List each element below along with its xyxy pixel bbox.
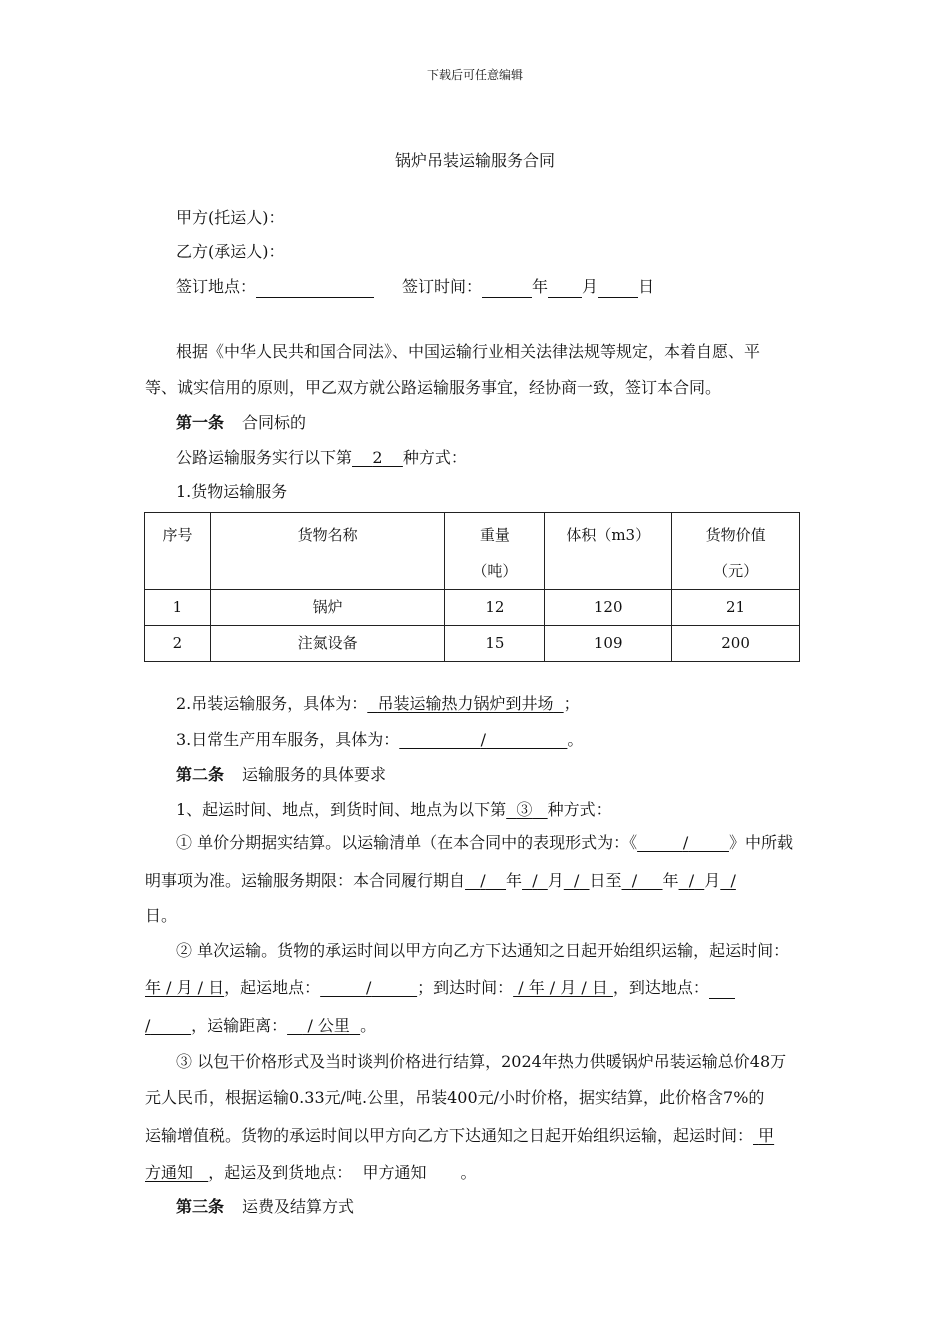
item-3-line: [176, 729, 583, 751]
day-label: 日: [638, 277, 655, 296]
start-day-blank: [564, 871, 590, 890]
option-2-line-2: [145, 977, 735, 999]
header-volume: 体积（m3）: [545, 513, 672, 590]
requirement-1-line: [176, 799, 612, 821]
option-3-time-text-start: 甲: [758, 1126, 775, 1145]
cell-value: 200: [672, 626, 800, 662]
option-3-text: 运输增值税。货物的承运时间以甲方向乙方下达通知之日起开始组织运输，起运时间：: [145, 1126, 754, 1145]
table-row: [145, 626, 800, 662]
period: 。: [460, 1163, 477, 1182]
article-3-label: 第三条: [176, 1197, 225, 1216]
party-b-label: 乙方(承运人)：: [176, 242, 285, 261]
arrive-place-blank: [709, 980, 735, 999]
slash: /: [631, 871, 638, 890]
arrive-place-value: [145, 1016, 191, 1035]
requirement-1-suffix: 种方式：: [547, 800, 612, 819]
article-1-title: 合同标的: [242, 413, 307, 432]
slash: /: [480, 871, 486, 890]
depart-time-value: 年 / 月 / 日: [145, 978, 225, 997]
article-2-label: 第二条: [176, 765, 225, 784]
option-3-line-2: 元人民币，根据运输0.33元/吨.公里，吊装400元/小时价格，据实结算，此价格含7%的: [145, 1088, 765, 1107]
mode-value: [352, 448, 403, 467]
option-3-line-1: ③ 以包干价格形式及当时谈判价格进行结算，2024年热力供暖锅炉吊装运输总价48万: [176, 1052, 787, 1071]
sign-month-blank: [548, 279, 582, 298]
cell-volume: 120: [545, 590, 672, 626]
arrive-time-label: ；到达时间：: [417, 978, 514, 997]
intro-line-2: 等、诚实信用的原则，甲乙双方就公路运输服务事宜，经协商一致，签订本合同。: [145, 378, 722, 397]
cell-weight: 12: [445, 590, 545, 626]
requirement-1-number: ③: [516, 800, 533, 819]
item-3-value: [399, 730, 567, 749]
arrive-time-value: / 年 / 月 / 日: [513, 978, 613, 997]
item-2-suffix: ；: [563, 694, 580, 713]
cell-value: 21: [672, 590, 800, 626]
year-label: 年: [506, 871, 523, 890]
article-1-heading: [176, 412, 306, 434]
option-3-time-value-start: [753, 1126, 774, 1145]
table-row: [145, 590, 800, 626]
item-2-text: 吊装运输热力锅炉到井场: [377, 694, 554, 713]
cell-name: 锅炉: [210, 590, 445, 626]
item-3-text: /: [480, 730, 487, 749]
article-3-heading: [176, 1196, 354, 1218]
sign-day-blank: [598, 279, 638, 298]
article-3-title: 运费及结算方式: [242, 1197, 355, 1216]
item-3-prefix: 3.日常生产用车服务，具体为：: [176, 730, 400, 749]
month-label: 月: [704, 871, 721, 890]
slash: /: [532, 871, 538, 890]
requirement-1-prefix: 1、起运时间、地点，到货时间、地点为以下第: [176, 800, 507, 819]
option-1-period-prefix: 明事项为准。运输服务期限：本合同履行期自: [145, 871, 466, 890]
article-1-label: 第一条: [176, 413, 225, 432]
header-note: 下载后可任意编辑: [426, 68, 523, 82]
table-header-row: [145, 513, 800, 590]
end-year-blank: [622, 871, 663, 890]
header-weight: [445, 513, 545, 590]
option-1-list-text: /: [682, 833, 689, 852]
cell-weight: 15: [445, 626, 545, 662]
option-3-place-value: 甲方通知: [362, 1163, 427, 1182]
sign-line: [176, 276, 654, 298]
item-2-line: [176, 693, 580, 715]
option-3-line-4: [145, 1162, 477, 1184]
distance-text: / 公里: [302, 1016, 350, 1035]
day-to-label: 日至: [589, 871, 622, 890]
year-label: 年: [662, 871, 679, 890]
item-1-goods-transport: 1.货物运输服务: [176, 482, 288, 501]
mode-line: [176, 447, 467, 469]
header-value: [672, 513, 800, 590]
slash: /: [573, 871, 580, 890]
end-day-blank: [720, 871, 736, 890]
option-1-text: ① 单价分期据实结算。以运输清单（在本合同中的表现形式为：《: [176, 833, 638, 852]
slash: /: [688, 871, 695, 890]
distance-value: [287, 1016, 360, 1035]
distance-label: ，运输距离：: [191, 1016, 288, 1035]
article-2-title: 运输服务的具体要求: [242, 765, 387, 784]
cell-no: 1: [145, 590, 211, 626]
cell-no: 2: [145, 626, 211, 662]
slash: /: [145, 1016, 151, 1035]
arrive-place-label: ，到达地点：: [612, 978, 709, 997]
month-label: 月: [547, 871, 564, 890]
item-2-value: [367, 694, 563, 713]
requirement-1-value: [506, 800, 547, 819]
option-1-line-1: [176, 832, 793, 854]
item-3-suffix: 。: [567, 730, 584, 749]
depart-place-value: [320, 978, 417, 997]
cell-name: 注氮设备: [210, 626, 445, 662]
period: 。: [360, 1016, 377, 1035]
header-weight-line-2: （吨）: [472, 562, 518, 580]
header-value-line-2: （元）: [713, 562, 759, 580]
contract-title: 锅炉吊装运输服务合同: [394, 151, 555, 170]
slash: /: [365, 978, 372, 997]
header-no: 序号: [145, 513, 211, 590]
option-1-line-3: 日。: [145, 906, 178, 925]
depart-place-label: ，起运地点：: [224, 978, 321, 997]
slash: /: [730, 871, 736, 890]
article-2-heading: [176, 764, 386, 786]
option-3-place-label: ，起运及到货地点：: [208, 1163, 353, 1182]
option-2-line-3: [145, 1015, 376, 1037]
header-weight-line-1: 重量: [479, 526, 510, 544]
month-label: 月: [582, 277, 599, 296]
goods-table: [144, 512, 800, 662]
party-b-line: [176, 241, 285, 263]
option-3-time-value-end: [145, 1163, 208, 1182]
option-3-line-3: [145, 1125, 774, 1147]
option-1-end: 》中所载: [728, 833, 793, 852]
mode-suffix: 种方式：: [402, 448, 467, 467]
header-value-line-1: 货物价值: [705, 526, 766, 544]
party-a-label: 甲方(托运人)：: [176, 208, 285, 227]
header-name: 货物名称: [210, 513, 445, 590]
option-3-time-text-end: 方通知: [145, 1163, 194, 1182]
sign-place-label: 签订地点：: [176, 277, 257, 296]
option-1-line-2: [145, 870, 736, 892]
mode-prefix: 公路运输服务实行以下第: [176, 448, 353, 467]
option-2-line-1: ② 单次运输。货物的承运时间以甲方向乙方下达通知之日起开始组织运输，起运时间：: [176, 941, 790, 960]
sign-year-blank: [482, 279, 532, 298]
sign-place-blank: [256, 279, 374, 298]
option-1-list-value: [637, 833, 729, 852]
party-a-line: [176, 207, 285, 229]
start-month-blank: [522, 871, 548, 890]
intro-line-1: 根据《中华人民共和国合同法》、中国运输行业相关法律法规等规定，本着自愿、平: [176, 342, 761, 361]
cell-volume: 109: [545, 626, 672, 662]
mode-number: 2: [372, 448, 383, 467]
sign-time-label: 签订时间：: [402, 277, 483, 296]
year-label: 年: [532, 277, 549, 296]
end-month-blank: [679, 871, 705, 890]
item-2-prefix: 2.吊装运输服务，具体为：: [176, 694, 368, 713]
start-year-blank: [465, 871, 506, 890]
